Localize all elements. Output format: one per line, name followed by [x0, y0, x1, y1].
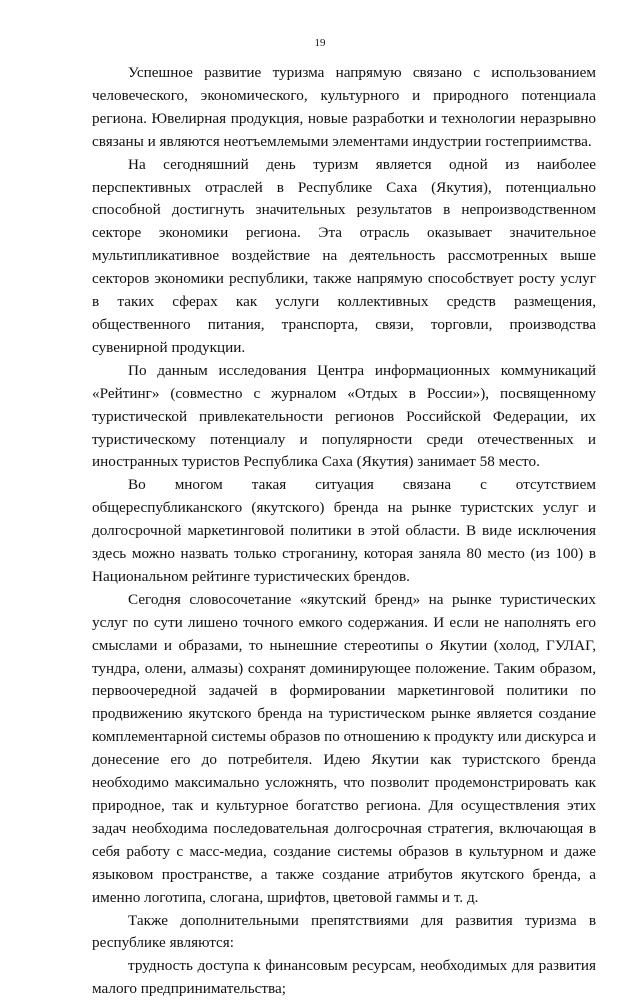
paragraph-rating-study: По данным исследования Центра информационных коммуникаций «Рейтинг» (совместно с журналом «Отдых в России»), посвященному туристической привлекательности регионов Российской Федерации, их туристическому потенциалу и популярности среди отечественных и иностранных туристов Республика Саха (Якутия) занимает 58 место.: [92, 361, 596, 471]
paragraph-yakut-brand: Сегодня словосочетание «якутский бренд» на рынке туристических услуг по сути лишено точного емкого содержания. И если не наполнять его смыслами и образами, то нынешние стереотипы о Якутии (холод, ГУЛАГ, тундра, олени, алмазы) сохранят доминирующее положение. Таким образом, первоочередной задачей в формировании маркетинговой политики по продвижению якутского бренда на туристическом рынке является создание комплементарной системы образов по отношению к продукту или дискурса и донесение его до потребителя. Идею Якутии как туристского бренда необходимо максимально усложнять, что позволит продемонстрировать как природное, так и культурное богатство региона. Для осуществления этих задач необходима последовательная долгосрочная стратегия, включающая в себя работу с масс-медиа, создание системы образов в культурном и даже языковом пространстве, а также создание атрибутов якутского бренда, а именно логотипа, слогана, шрифтов, цветовой гаммы и т. д.: [92, 590, 596, 906]
paragraph-obstacles-intro: Также дополнительными препятствиями для развития туризма в республике являются:: [92, 911, 596, 952]
document-body: [92, 62, 596, 1001]
paragraph-obstacle-finance: трудность доступа к финансовым ресурсам, необходимых для развития малого предпринимательства;: [92, 957, 596, 998]
paragraph-tourism-development: Успешное развитие туризма напрямую связано с использованием человеческого, экономического, культурного и природного потенциала региона. Ювелирная продукция, новые разработки и технологии неразрывно связаны и являются неотъемлемыми элементами индустрии гостеприимства.: [92, 64, 596, 150]
paragraph-tourism-industry: На сегодняшний день туризм является одной из наиболее перспективных отраслей в Республике Саха (Якутия), потенциально способной достигнуть значительных результатов в непроизводственном секторе экономики региона. Эта отрасль оказывает значительное мультипликативное воздействие на деятельность рассмотренных выше секторов экономики республики, также напрямую способствует росту услуг в таких сферах как услуги коллективных средств размещения, общественного питания, транспорта, связи, торговли, производства сувенирной продукции.: [92, 155, 596, 356]
paragraph-brand-absence: Во многом такая ситуация связана с отсутствием общереспубликанского (якутского) бренда на рынке туристских услуг и долгосрочной маркетинговой политики в этой области. В виде исключения здесь можно назвать только строганину, которая заняла 80 место (из 100) в Национальном рейтинге туристических брендов.: [92, 476, 596, 585]
page-number: 19: [314, 37, 326, 49]
